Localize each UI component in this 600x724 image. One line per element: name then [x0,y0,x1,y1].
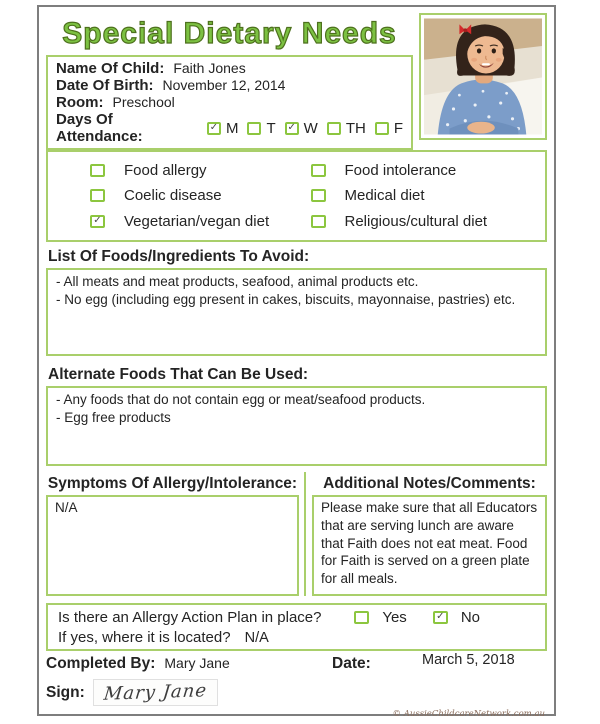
name-of-child-row [56,60,403,77]
sign-row [46,679,547,706]
action-plan-location-question: If yes, where it is located? [58,628,231,646]
checkbox-food-allergy[interactable] [90,164,105,177]
child-photo [419,13,547,140]
day-tuesday-label: T [266,119,276,137]
day-thursday [327,120,366,137]
alternate-box [46,386,547,466]
checkbox-action-plan-yes[interactable] [354,611,369,624]
action-plan-box [46,603,547,651]
symptoms-heading: Symptoms Of Allergy/Intolerance: [47,475,298,492]
day-wednesday-label: W [303,119,318,137]
diet-label-coelic-disease: Coelic disease [124,187,222,205]
room-row [56,94,403,111]
checkbox-thursday[interactable] [327,122,341,135]
child-photo-illustration [424,18,542,135]
avoid-heading: List Of Foods/Ingredients To Avoid: [48,248,310,265]
action-plan-yes-label: Yes [382,608,407,626]
completed-by-row [46,652,547,677]
sign-label: Sign: [46,683,85,701]
date-of-birth-value: November 12, 2014 [162,77,286,93]
checkbox-wednesday[interactable] [285,122,299,135]
diet-label-food-intolerance: Food intolerance [344,162,457,180]
form-page [37,5,556,719]
checkbox-action-plan-no[interactable] [433,611,448,624]
diet-item-vegetarian-vegan [48,213,297,230]
child-info-box [46,55,413,150]
diet-label-food-allergy: Food allergy [124,162,207,180]
action-plan-location-row [58,629,535,646]
signature: Mary Jane [102,680,208,705]
dietary-types-box [46,150,547,242]
avoid-line-2: - No egg (including egg present in cakes, biscuits, mayonnaise, pastries) etc. [56,292,516,308]
diet-label-medical-diet: Medical diet [344,187,425,205]
checkbox-food-intolerance[interactable] [311,164,326,177]
date-of-birth-row [56,77,403,94]
alternate-line-1: - Any foods that do not contain egg or meat/seafood products. [56,392,426,407]
day-thursday-label: TH [345,119,366,137]
name-of-child-label: Name Of Child: [56,60,165,77]
days-of-attendance-label: Days Of Attendance: [56,111,143,145]
diet-label-religious-cultural: Religious/cultural diet [344,212,488,230]
diet-item-coelic-disease [48,187,297,204]
checkbox-religious-cultural[interactable] [311,215,326,228]
diet-item-religious-cultural [297,213,546,230]
day-wednesday [285,120,318,137]
checkbox-tuesday[interactable] [247,122,261,135]
notes-column [306,472,547,596]
notes-value: Please make sure that all Educators that are serving lunch are aware that Faith does not eat meat. Food for Faith is served on a green plate for all meals. [321,500,538,587]
date-value: March 5, 2018 [422,652,515,668]
alternate-line-2: - Egg free products [56,410,171,426]
day-tuesday [247,120,275,137]
checkbox-medical-diet[interactable] [311,189,326,202]
checkbox-friday[interactable] [375,122,389,135]
room-value: Preschool [112,94,175,110]
action-plan-question-row [58,609,535,626]
day-friday-label: F [393,119,403,137]
symptoms-value: N/A [55,500,78,515]
symptoms-notes-section [46,472,547,596]
signature-box [93,679,218,706]
day-monday [207,120,239,137]
diet-item-food-allergy [48,162,297,179]
checkbox-coelic-disease[interactable] [90,189,105,202]
completed-by-value: Mary Jane [164,655,230,671]
notes-box [312,495,547,596]
room-label: Room: [56,94,104,111]
avoid-line-1: - All meats and meat products, seafood, animal products etc. [56,274,419,289]
header [46,13,547,147]
diet-label-vegetarian-vegan: Vegetarian/vegan diet [124,212,270,230]
checkbox-vegetarian-vegan[interactable] [90,215,105,228]
notes-heading: Additional Notes/Comments: [323,475,536,492]
checkbox-monday[interactable] [207,122,221,135]
action-plan-location-value: N/A [244,629,269,646]
diet-item-medical-diet [297,187,546,204]
alternate-heading: Alternate Foods That Can Be Used: [48,366,309,383]
name-of-child-value: Faith Jones [173,60,246,76]
date-of-birth-label: Date Of Birth: [56,77,154,94]
day-friday [375,120,403,137]
action-plan-no-label: No [460,608,480,626]
days-of-attendance-row [56,111,403,145]
page-title: Special Dietary Needs [62,17,397,50]
date-label: Date: [332,655,371,672]
action-plan-question: Is there an Allergy Action Plan in place? [58,608,322,626]
symptoms-box [46,495,299,596]
copyright-text: © AussieChildcareNetwork.com.au [392,709,545,719]
diet-item-food-intolerance [297,162,546,179]
footer [46,652,547,719]
day-monday-label: M [225,119,239,137]
avoid-box [46,268,547,356]
completed-by-label: Completed By: [46,655,156,672]
symptoms-column [46,472,306,596]
